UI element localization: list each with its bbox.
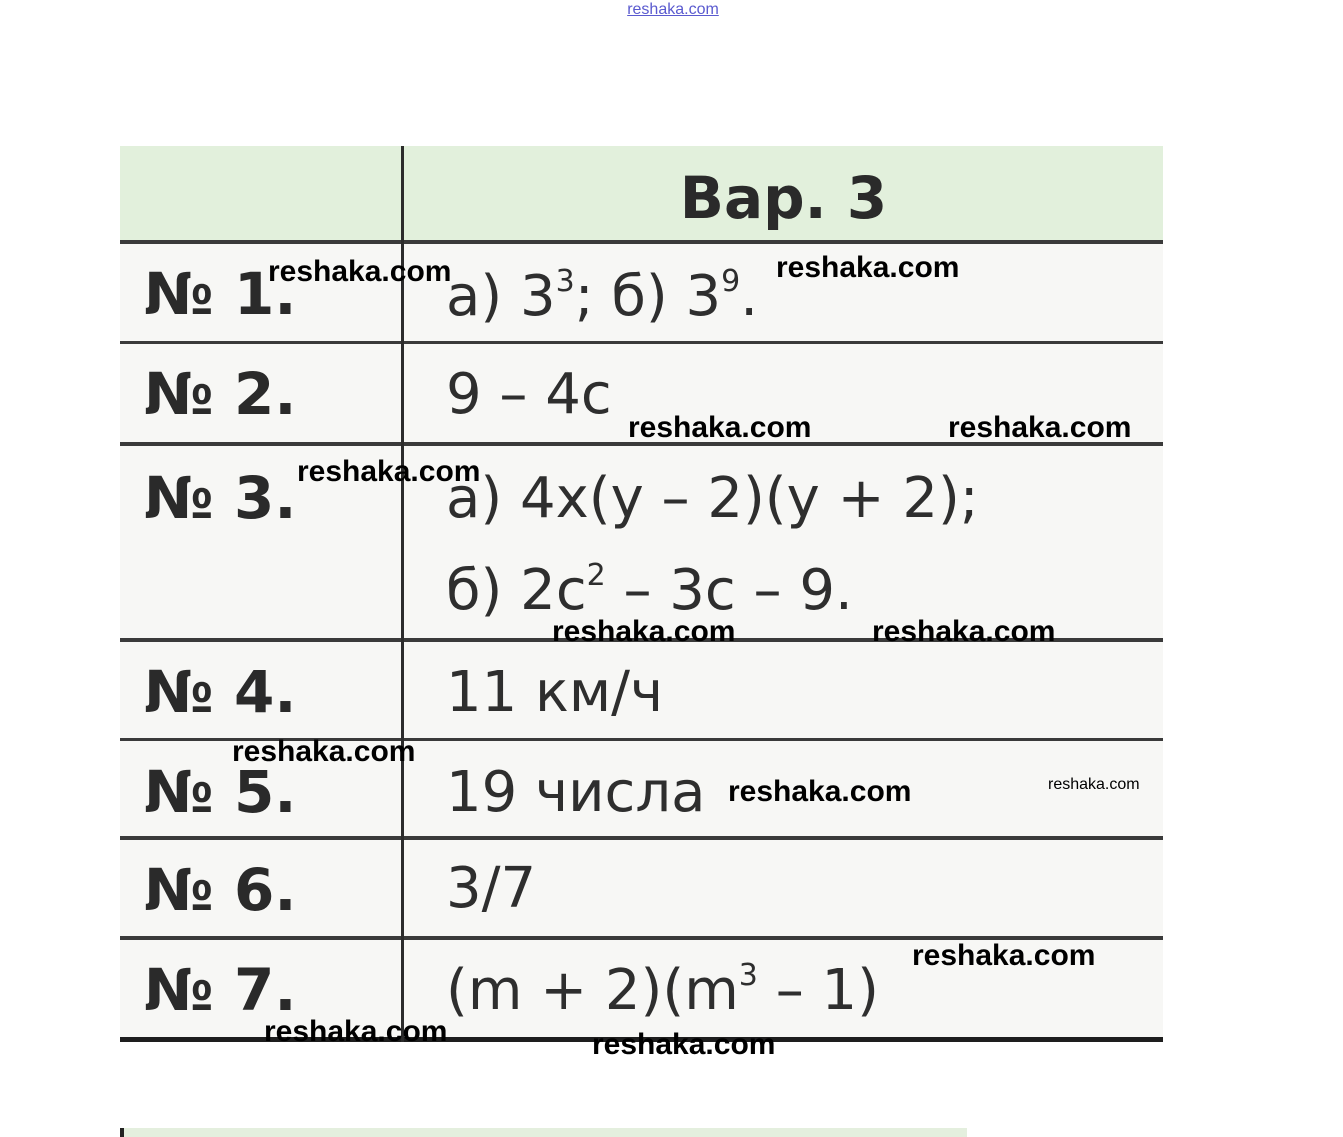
- watermark: reshaka.com: [592, 1028, 776, 1061]
- watermark: reshaka.com: [232, 735, 416, 768]
- watermark: reshaka.com: [872, 615, 1056, 648]
- next-table-border: [120, 1128, 124, 1137]
- row-divider: [120, 341, 1163, 344]
- row-divider: [120, 836, 1163, 840]
- watermark: reshaka.com: [552, 615, 736, 648]
- watermark: reshaka.com: [628, 411, 812, 444]
- watermark: reshaka.com: [776, 251, 960, 284]
- watermark: reshaka.com: [264, 1015, 448, 1048]
- site-link[interactable]: reshaka.com: [627, 1, 719, 18]
- next-table-edge: [122, 1128, 967, 1137]
- watermark-small: reshaka.com: [1048, 776, 1140, 793]
- task-number-4: № 4.: [144, 658, 297, 726]
- task-number-5: № 5.: [144, 758, 297, 826]
- watermark: reshaka.com: [297, 455, 481, 488]
- answer-6: 3/7: [446, 856, 537, 921]
- task-number-3: № 3.: [144, 464, 297, 532]
- answer-4: 11 км/ч: [446, 660, 664, 725]
- answer-7: $(m + 2)(m^3 - 1)$: [446, 958, 879, 1023]
- answer-3a: а) 4x(y – 2)(y + 2);: [446, 466, 979, 531]
- watermark: reshaka.com: [728, 775, 912, 808]
- watermark: reshaka.com: [948, 411, 1132, 444]
- answer-1: а) $3^3$; б) $3^9$.: [446, 264, 759, 329]
- watermark: reshaka.com: [912, 939, 1096, 972]
- watermark: reshaka.com: [268, 255, 452, 288]
- answer-5: 19 числа: [446, 760, 706, 825]
- task-number-6: № 6.: [144, 856, 297, 924]
- answer-2: 9 – 4с: [446, 362, 612, 427]
- row-divider: [120, 240, 1163, 244]
- task-number-7: № 7.: [144, 956, 297, 1024]
- answer-3b: б) $2с^2 - 3с - 9$.: [446, 558, 853, 623]
- task-number-2: № 2.: [144, 360, 297, 428]
- variant-header: Вар. 3: [679, 164, 888, 232]
- task-number-1: № 1.: [144, 260, 297, 328]
